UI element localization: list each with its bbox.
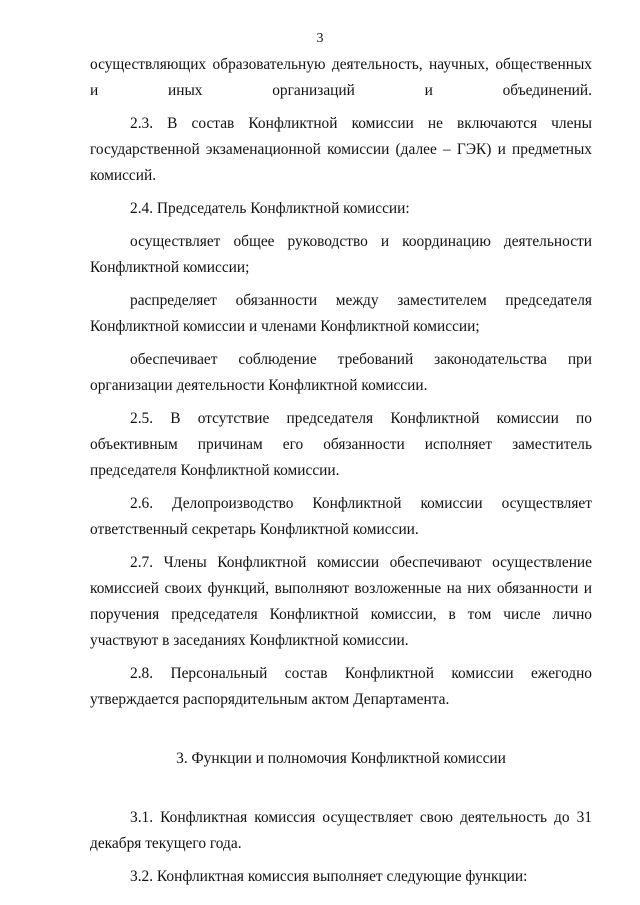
paragraph-2-6: 2.6. Делопроизводство Конфликтной комиссии осуществляет ответственный секретарь Конфликтной комиссии. <box>90 495 592 538</box>
paragraph-2-3: 2.3. В состав Конфликтной комиссии не включаются члены государственной экзаменационной комиссии (далее – ГЭК) и предметных комиссий. <box>90 115 592 184</box>
paragraph-2-5: 2.5. В отсутствие председателя Конфликтной комиссии по объективным причинам его обязанности исполняет заместитель председателя Конфликтной комиссии. <box>90 410 592 479</box>
paragraph-3-2: 3.2. Конфликтная комиссия выполняет следующие функции: <box>130 868 528 885</box>
section-heading: 3. Функции и полномочия Конфликтной комиссии <box>176 750 506 767</box>
paragraph-chair-duty-3: обеспечивает соблюдение требований законодательства при организации деятельности Конфликтной комиссии. <box>90 351 592 394</box>
paragraph-2-7: 2.7. Члены Конфликтной комиссии обеспечивают осуществление комиссией своих функций, выполняют возложенные на них обязанности и поручения председателя Конфликтной комиссии, в том числе лично участвуют в заседаниях Конфликтной комиссии. <box>90 554 592 649</box>
page-number: 3 <box>316 31 324 46</box>
paragraph-continuation: осуществляющих образовательную деятельность, научных, общественных и иных организаций и объединений. <box>90 56 592 99</box>
paragraph-2-8: 2.8. Персональный состав Конфликтной комиссии ежегодно утверждается распорядительным актом Департамента. <box>90 665 592 708</box>
paragraph-3-1: 3.1. Конфликтная комиссия осуществляет свою деятельность до 31 декабря текущего года. <box>90 809 592 852</box>
document-body <box>90 52 592 890</box>
paragraph-chair-duty-2: распределяет обязанности между заместителем председателя Конфликтной комиссии и членами Конфликтной комиссии; <box>90 292 592 335</box>
paragraph-chair-duty-1: осуществляет общее руководство и координацию деятельности Конфликтной комиссии; <box>90 233 592 276</box>
paragraph-2-4: 2.4. Председатель Конфликтной комиссии: <box>130 200 410 217</box>
